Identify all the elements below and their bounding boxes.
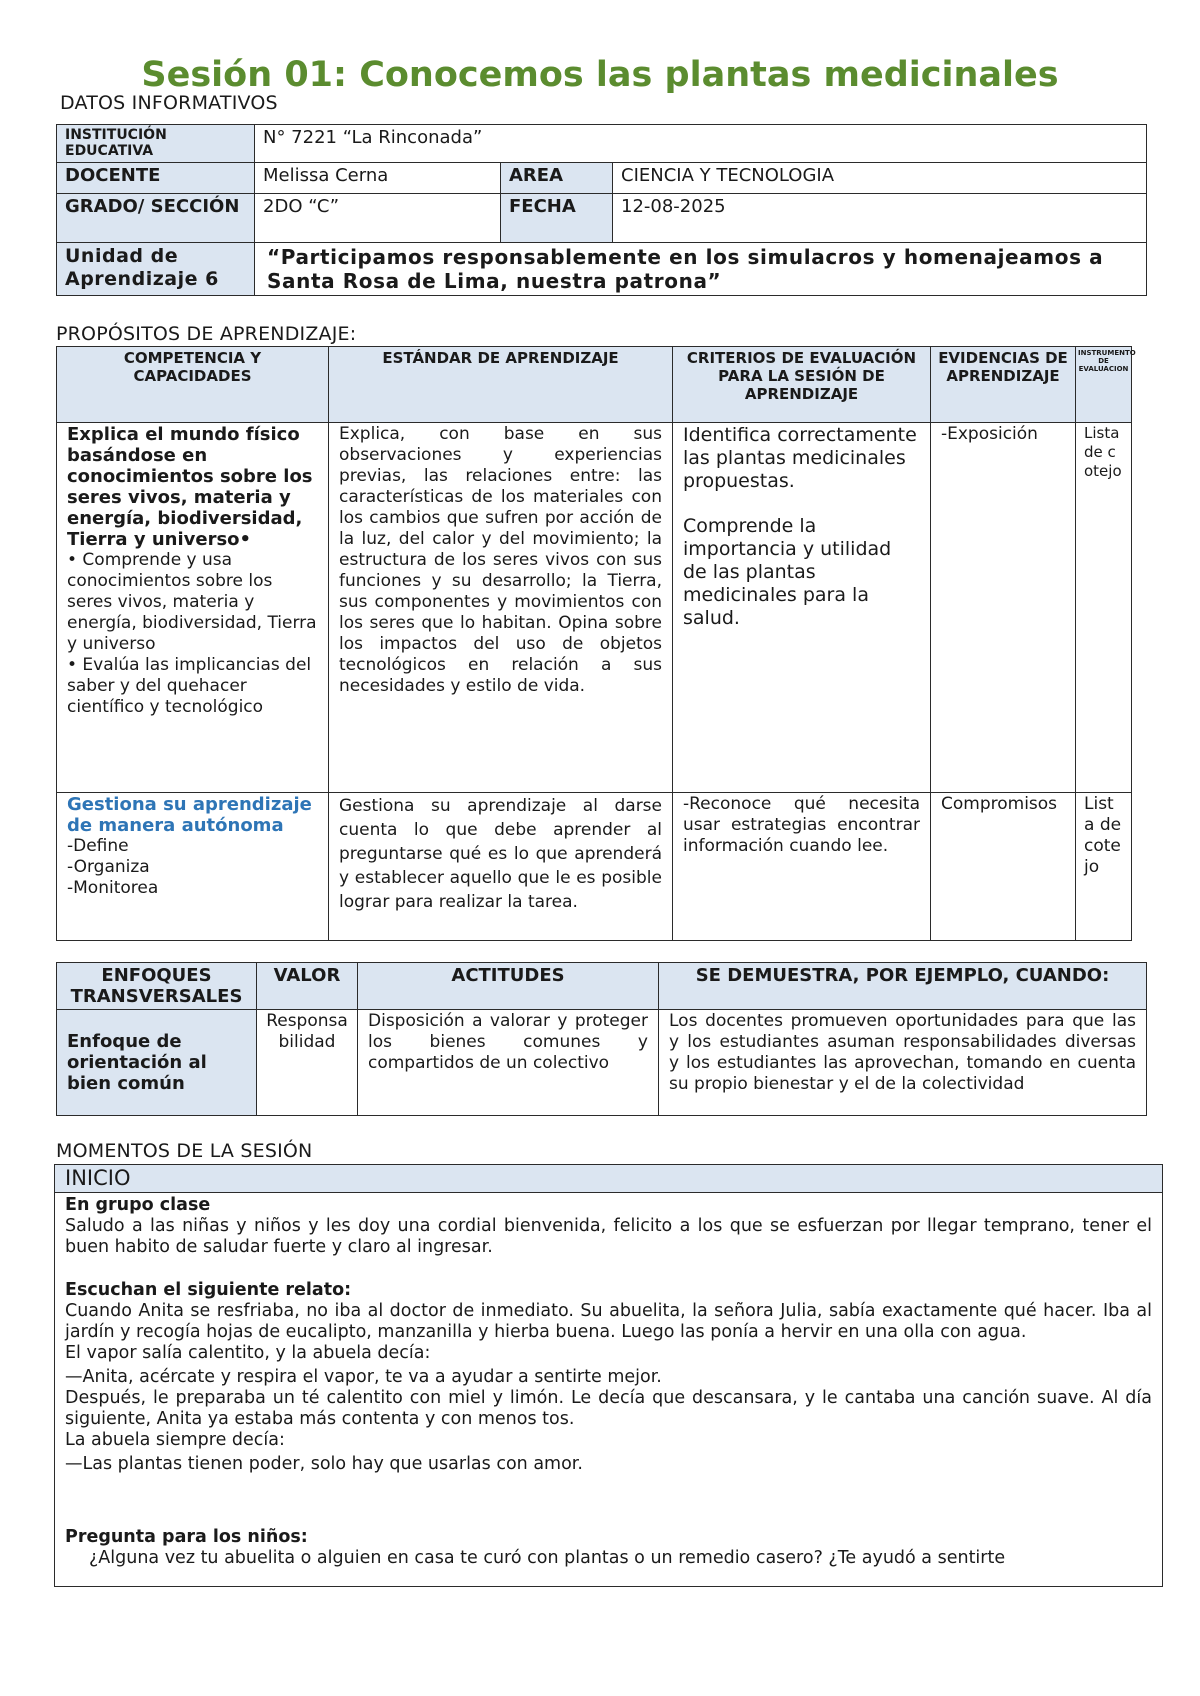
- evidencia-2: Compromisos: [931, 793, 1076, 941]
- capacidad-1b: • Evalúa las implicancias del saber y del quehacer científico y tecnológico: [67, 655, 312, 717]
- criterio-2: -Reconoce qué necesita usar estrategias encontrar información cuando lee.: [673, 793, 931, 941]
- header-instrumento: INSTRUMENTO DE EVALUACION: [1076, 347, 1132, 423]
- grado-label: GRADO/ SECCIÓN: [57, 194, 255, 243]
- pregunta-title: Pregunta para los niños:: [65, 1527, 308, 1547]
- instrumento-1: Lista de cotejo: [1076, 423, 1132, 793]
- propositos-heading: PROPÓSITOS DE APRENDIZAJE:: [56, 323, 357, 345]
- competencia-2: Gestiona su aprendizaje de manera autónoma: [67, 794, 312, 836]
- valor-value: Responsabilidad: [257, 1010, 358, 1116]
- momentos-heading: MOMENTOS DE LA SESIÓN: [56, 1140, 313, 1162]
- criterio-1a: Identifica correctamente las plantas medicinales propuestas.: [683, 424, 917, 492]
- criterios-cell-1: [673, 423, 931, 793]
- momentos-table: [54, 1164, 1163, 1587]
- grado-value: 2DO “C”: [255, 194, 501, 243]
- header-competencia: COMPETENCIA Y CAPACIDADES: [57, 347, 329, 423]
- capacidad-2b: -Organiza: [67, 857, 150, 877]
- propositos-table: [56, 346, 1136, 941]
- inicio-content: [55, 1193, 1163, 1587]
- instrumento-2: Lista de cotejo: [1076, 793, 1132, 941]
- header-estandar: ESTÁNDAR DE APRENDIZAJE: [329, 347, 673, 423]
- datos-heading: DATOS INFORMATIVOS: [60, 92, 278, 114]
- grupo-clase-label: En grupo clase: [65, 1195, 211, 1215]
- inicio-label: INICIO: [55, 1165, 1163, 1193]
- fecha-value: 12-08-2025: [613, 194, 1147, 243]
- datos-table: [56, 124, 1147, 296]
- estandar-2: Gestiona su aprendizaje al darse cuenta lo que debe aprender al preguntarse qué es lo que aprenderá y establecer aquello que le es posible lograr para realizar la tarea.: [329, 793, 673, 941]
- docente-label: DOCENTE: [57, 163, 255, 194]
- institucion-label: INSTITUCIÓN EDUCATIVA: [57, 125, 255, 163]
- competencia-1: Explica el mundo físico basándose en conocimientos sobre los seres vivos, materia y energía, biodiversidad, Tierra y universo•: [67, 424, 313, 550]
- evidencia-1: -Exposición: [931, 423, 1076, 793]
- saludo-text: Saludo a las niñas y niños y les doy una cordial bienvenida, felicito a los que se esfuerzan por llegar temprano, tener el buen habito de saludar fuerte y claro al ingresar.: [65, 1216, 1152, 1257]
- relato-p6: —Las plantas tienen poder, solo hay que usarlas con amor.: [65, 1454, 583, 1474]
- unidad-label: Unidad de Aprendizaje 6: [57, 243, 255, 296]
- competencia-cell-1: [57, 423, 329, 793]
- criterio-1b: Comprende la importancia y utilidad de las plantas medicinales para la salud.: [683, 515, 892, 629]
- competencia-cell-2: [57, 793, 329, 941]
- actitudes-value: Disposición a valorar y proteger los bienes comunes y compartidos de un colectivo: [358, 1010, 659, 1116]
- relato-p5: La abuela siempre decía:: [65, 1430, 285, 1450]
- enfoque-value: Enfoque de orientación al bien común: [57, 1010, 257, 1116]
- estandar-1: Explica, con base en sus observaciones y experiencias previas, las relaciones entre: las características de los materiales con los cambios que sufren por acción de la luz, del calor y del movimiento; la estructura de los seres vivos con sus funciones y su desarrollo; la Tierra, sus componentes y movimientos con los seres que lo habitan. Opina sobre los impactos del uso de objetos tecnológicos en relación a sus necesidades y estilo de vida.: [329, 423, 673, 793]
- header-evidencias: EVIDENCIAS DE APRENDIZAJE: [931, 347, 1076, 423]
- area-value: CIENCIA Y TECNOLOGIA: [613, 163, 1147, 194]
- capacidad-2c: -Monitorea: [67, 878, 159, 898]
- institucion-value: N° 7221 “La Rinconada”: [255, 125, 1147, 163]
- fecha-label: FECHA: [501, 194, 613, 243]
- relato-p3: —Anita, acércate y respira el vapor, te va a ayudar a sentirte mejor.: [65, 1367, 662, 1387]
- page-title: Sesión 01: Conocemos las plantas medicinales: [141, 55, 1059, 95]
- enfoques-table: [56, 962, 1147, 1116]
- capacidad-1a: • Comprende y usa conocimientos sobre los seres vivos, materia y energía, biodiversidad, Tierra y universo: [67, 550, 317, 654]
- relato-p4: Después, le preparaba un té calentito con miel y limón. Le decía que descansara, y le cantaba una canción suave. Al día siguiente, Anita ya estaba más contenta y con menos tos.: [65, 1388, 1152, 1429]
- relato-p1: Cuando Anita se resfriaba, no iba al doctor de inmediato. Su abuelita, la señora Julia, sabía exactamente qué hacer. Iba al jardín y recogía hojas de eucalipto, manzanilla y hierba buena. Luego las ponía a hervir en una olla con agua.: [65, 1301, 1152, 1342]
- demuestra-value: Los docentes promueven oportunidades para que las y los estudiantes asuman responsabilidades diversas y los estudiantes las aprovechan, tomando en cuenta su propio bienestar y el de la colectividad: [659, 1010, 1147, 1116]
- relato-p2: El vapor salía calentito, y la abuela decía:: [65, 1343, 431, 1363]
- docente-value: Melissa Cerna: [255, 163, 501, 194]
- capacidad-2a: -Define: [67, 836, 129, 856]
- area-label: AREA: [501, 163, 613, 194]
- header-valor: VALOR: [257, 963, 358, 1010]
- header-actitudes: ACTITUDES: [358, 963, 659, 1010]
- header-enfoques: ENFOQUES TRANSVERSALES: [57, 963, 257, 1010]
- pregunta-list: [65, 1548, 1152, 1569]
- unidad-value: “Participamos responsablemente en los simulacros y homenajeamos a Santa Rosa de Lima, nuestra patrona”: [255, 243, 1147, 296]
- header-criterios: CRITERIOS DE EVALUACIÓN PARA LA SESIÓN DE APRENDIZAJE: [673, 347, 931, 423]
- relato-title: Escuchan el siguiente relato:: [65, 1280, 352, 1300]
- pregunta-item: • ¿Alguna vez tu abuelita o alguien en casa te curó con plantas o un remedio casero? ¿Te ayudó a sentirte: [89, 1548, 1152, 1569]
- header-demuestra: SE DEMUESTRA, POR EJEMPLO, CUANDO:: [659, 963, 1147, 1010]
